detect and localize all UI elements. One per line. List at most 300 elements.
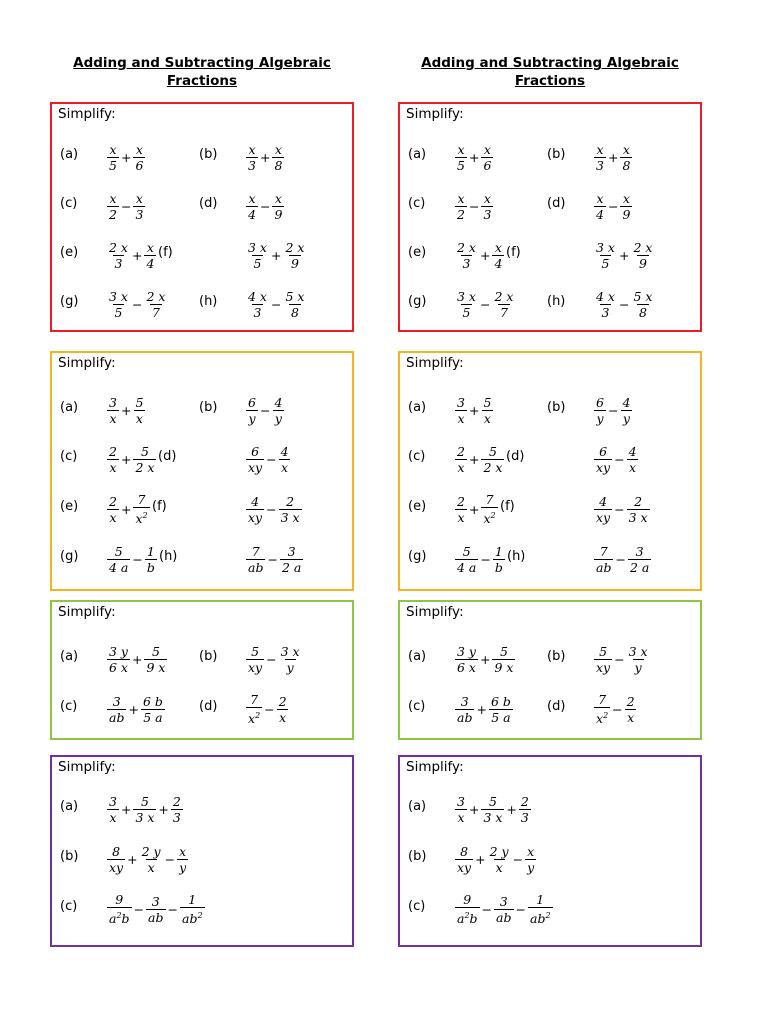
operator: − [266,451,277,467]
math-expression [454,642,516,676]
operator: − [132,551,143,567]
fraction-denominator: 2 a [629,559,650,575]
question-label: (d) [506,449,525,464]
fraction-denominator: 5 [114,304,123,320]
fraction [620,395,632,426]
fraction-numerator: 1 [146,543,155,559]
operator: + [480,651,491,667]
question-label: (f) [506,245,521,260]
fraction-denominator: xy [596,659,611,675]
fraction-numerator: 5 [462,543,471,559]
fraction-denominator: 3 [248,157,256,173]
fraction [180,892,205,926]
fraction [481,444,504,475]
question-label: (b) [60,849,79,864]
fraction-denominator: ab [496,909,512,925]
fraction-numerator: 2 x [633,239,653,255]
fraction-numerator: 5 [500,643,508,659]
fraction-numerator: x [109,141,117,157]
simplify-heading: Simplify: [58,604,116,620]
fraction-denominator: 3 [135,206,144,222]
fraction [455,844,473,875]
math-expression [106,189,146,223]
fraction [283,240,306,271]
fraction-denominator: $x^2$ [246,707,262,726]
fraction-numerator: x [527,843,535,859]
math-expression [245,393,285,427]
fraction [594,494,612,525]
fraction-numerator: 4 [628,443,637,459]
operator: − [607,198,619,214]
fraction [455,694,474,725]
fraction-numerator: x [622,141,630,157]
fraction-numerator: 5 [114,543,123,559]
question-label: (f) [500,499,515,514]
fraction-denominator: 3 [462,255,471,271]
fraction-numerator: 3 y [457,643,476,659]
fraction-numerator: x [248,141,256,157]
fraction [594,544,613,575]
question-label: (b) [199,147,218,162]
fraction-denominator: 3 [483,206,492,222]
fraction-denominator: xy [596,459,611,475]
fraction-denominator: 3 x [483,809,503,825]
fraction-denominator: y [634,659,642,675]
fraction-denominator: 6 [135,157,144,173]
fraction [107,794,119,825]
math-expression [454,238,505,272]
math-expression [106,287,168,321]
fraction-numerator: 5 [251,643,260,659]
fraction-denominator: 3 x [628,509,648,525]
math-expression [454,189,494,223]
fraction [455,395,467,426]
fraction [146,894,165,925]
fraction [594,644,612,675]
fraction [246,544,265,575]
fraction-denominator: 9 [290,255,299,271]
math-expression [106,642,168,676]
fraction-denominator: 9 [638,255,647,271]
fraction-denominator: 4 a [109,559,129,575]
fraction [107,644,130,675]
fraction [455,494,467,525]
fraction-denominator: xy [248,659,263,675]
fraction-numerator: 2 [109,493,117,509]
fraction [171,794,183,825]
fraction [631,240,654,271]
fraction-numerator: 3 x [248,239,267,255]
fraction [631,289,654,320]
fraction-denominator: 4 a [457,559,477,575]
fraction-numerator: 2 [457,443,465,459]
fraction-numerator: 4 x [596,288,615,304]
operator: − [481,901,493,917]
fraction-denominator: $x^2$ [133,507,149,526]
fraction-denominator: $a^2b$ [107,907,132,926]
fraction-numerator: 3 x [280,643,300,659]
math-expression [454,892,554,926]
fraction-numerator: x [483,141,491,157]
fraction-denominator: ab [457,709,473,725]
fraction-denominator: xy [248,459,263,475]
worksheet-title: Adding and Subtracting Algebraic Fractions [421,55,679,89]
fraction-denominator: x [457,459,465,475]
fraction-numerator: 2 x [146,288,166,304]
math-expression [593,393,633,427]
fraction-denominator: 8 [622,157,631,173]
fraction-numerator: 2 y [141,843,161,859]
math-expression [245,542,304,576]
operator: + [468,801,480,817]
operator: − [618,296,630,312]
operator: + [120,402,132,418]
fraction-denominator: x [457,809,465,825]
fraction [107,289,130,320]
fraction-numerator: 2 [172,793,181,809]
exercise-box [398,102,702,332]
question-label: (d) [547,196,566,211]
fraction-denominator: x [627,709,635,725]
simplify-heading: Simplify: [58,355,116,371]
fraction-numerator: 3 [112,693,121,709]
fraction-denominator: x [109,509,117,525]
exercise-box [398,755,702,947]
fraction-denominator: $ab^2$ [180,907,205,926]
math-expression [106,393,146,427]
fraction-denominator: x [495,859,503,875]
math-expression [593,692,638,726]
question-label: (d) [547,699,566,714]
fraction-denominator: 3 [114,255,123,271]
fraction [279,494,302,525]
fraction [481,492,497,526]
fraction [492,240,504,271]
fraction-numerator: 4 [251,493,260,509]
math-expression [593,189,633,223]
fraction [481,191,493,222]
fraction [493,544,505,575]
fraction-denominator: b [146,559,155,575]
fraction-numerator: 4 [599,493,608,509]
operator: + [128,701,139,717]
fraction-denominator: 8 [274,157,283,173]
fraction-denominator: 5 [457,157,465,173]
fraction-denominator: 5 a [491,709,511,725]
fraction-numerator: 1 [536,892,545,907]
fraction-numerator: 2 [278,693,287,709]
question-label: (b) [408,849,427,864]
fraction [489,694,513,725]
operator: + [270,247,282,263]
fraction-numerator: 3 [287,543,296,559]
fraction [107,544,130,575]
question-label: (a) [60,649,79,664]
fraction-denominator: 8 [290,304,299,320]
question-label: (d) [199,699,218,714]
fraction-denominator: $ab^2$ [528,907,553,926]
fraction-denominator: 3 [253,304,262,320]
fraction-denominator: 2 [457,206,465,222]
fraction-denominator: 5 [462,304,471,320]
fraction-numerator: 9 [463,892,472,907]
math-expression [593,287,655,321]
operator: − [468,198,480,214]
exercise-box [398,600,702,740]
fraction [528,892,553,926]
math-expression [593,642,651,676]
fraction-numerator: x [596,141,604,157]
math-expression [593,492,651,526]
operator: + [476,701,487,717]
question-label: (a) [60,147,79,162]
question-label: (c) [60,699,78,714]
fraction [107,191,119,222]
fraction-denominator: 6 x [457,659,476,675]
math-expression [245,238,307,272]
question-label: (f) [158,245,173,260]
fraction-denominator: x [147,859,155,875]
question-label: (a) [408,147,427,162]
fraction [594,142,606,173]
question-label: (e) [60,499,79,514]
fraction [277,694,289,725]
math-expression [454,287,516,321]
fraction-numerator: 5 [152,643,160,659]
operator: + [468,402,480,418]
fraction-denominator: y [527,859,535,875]
fraction-denominator: 3 x [135,809,155,825]
fraction [246,644,264,675]
question-label: (c) [408,699,426,714]
fraction-denominator: 2 [109,206,117,222]
math-expression [593,442,640,476]
fraction-denominator: 9 x [494,659,514,675]
fraction-numerator: 4 x [248,288,267,304]
fraction-numerator: 3 [457,793,465,809]
operator: + [120,801,132,817]
fraction-denominator: 5 [253,255,262,271]
fraction-numerator: 3 x [109,288,128,304]
fraction [455,794,467,825]
math-expression [106,238,157,272]
fraction-numerator: 6 b [490,693,511,709]
fraction [246,191,258,222]
operator: − [615,551,626,567]
fraction-denominator: 4 [248,206,256,222]
operator: − [480,551,491,567]
fraction-denominator: 7 [151,304,160,320]
question-label: (f) [152,499,167,514]
math-expression [454,393,494,427]
worksheet-title: Adding and Subtracting Algebraic Fractions [73,55,331,89]
fraction [280,544,303,575]
fraction-numerator: 5 x [633,288,653,304]
operator: − [607,402,619,418]
question-label: (c) [408,196,426,211]
fraction-denominator: 2 x [135,459,155,475]
operator: + [120,149,132,165]
math-expression [106,492,151,526]
fraction-denominator: xy [248,509,263,525]
question-label: (c) [60,449,78,464]
fraction [144,644,167,675]
fraction-denominator: 3 [596,157,604,173]
fraction [133,142,145,173]
fraction-denominator: ab [148,909,164,925]
fraction-numerator: x [622,190,630,206]
math-expression [454,692,514,726]
fraction-numerator: 2 x [494,288,514,304]
math-expression [593,140,633,174]
fraction-denominator: 3 x [280,509,300,525]
fraction-numerator: 2 [626,693,635,709]
math-expression [106,442,157,476]
fraction-denominator: 4 [146,255,155,271]
fraction-numerator: 1 [494,543,503,559]
fraction [455,191,467,222]
question-label: (b) [547,400,566,415]
question-label: (c) [408,449,426,464]
fraction-numerator: 6 [251,443,260,459]
fraction-numerator: 1 [188,892,197,907]
fraction-denominator: x [457,509,465,525]
fraction-denominator: x [135,410,143,426]
math-expression [245,692,290,726]
operator: − [264,701,275,717]
simplify-heading: Simplify: [58,106,116,122]
fraction-numerator: 6 [248,394,256,410]
fraction [283,289,306,320]
fraction [144,240,156,271]
fraction-denominator: 3 [172,809,181,825]
fraction-numerator: x [179,843,187,859]
math-expression [245,287,307,321]
question-label: (g) [408,549,427,564]
operator: − [614,451,625,467]
fraction [279,444,291,475]
fraction [141,694,165,725]
fraction-denominator: ab [109,709,125,725]
fraction-denominator: 6 [483,157,492,173]
fraction-denominator: x [109,809,117,825]
fraction-numerator: 3 x [628,643,648,659]
fraction-numerator: 9 [115,892,124,907]
fraction-numerator: 7 [250,692,259,707]
fraction-numerator: 4 [274,394,283,410]
math-expression [106,542,158,576]
fraction-numerator: x [135,141,143,157]
math-expression [245,642,303,676]
fraction-numerator: 5 [488,443,497,459]
exercise-box [50,755,354,947]
fraction [594,444,612,475]
fraction-denominator: 3 [520,809,529,825]
operator: − [614,651,625,667]
fraction [492,289,515,320]
operator: + [506,801,517,817]
fraction-denominator: y [274,410,282,426]
fraction-numerator: 7 [485,492,494,507]
question-label: (e) [60,245,79,260]
fraction-numerator: 2 [520,793,529,809]
fraction-numerator: 5 [599,643,608,659]
fraction-numerator: x [135,190,143,206]
fraction [628,544,651,575]
fraction [625,694,637,725]
operator: − [120,198,132,214]
question-label: (h) [199,294,218,309]
math-expression [106,140,146,174]
fraction-denominator: 6 x [109,659,128,675]
fraction-numerator: x [146,239,154,255]
fraction-numerator: 5 [483,394,492,410]
fraction-denominator: y [286,659,294,675]
fraction-denominator: x [109,459,117,475]
operator: + [607,149,619,165]
fraction-numerator: 2 x [109,239,128,255]
fraction-denominator: 2 a [281,559,302,575]
fraction-numerator: 5 x [285,288,305,304]
operator: − [266,501,277,517]
fraction [455,289,478,320]
fraction-numerator: 3 y [109,643,128,659]
fraction [133,395,145,426]
fraction-denominator: ab [248,559,264,575]
exercise-box [398,351,702,591]
operator: − [133,901,145,917]
fraction-denominator: y [179,859,187,875]
operator: + [475,851,486,867]
fraction-numerator: 7 [599,543,608,559]
fraction-denominator: x [457,410,465,426]
fraction-numerator: x [274,190,282,206]
operator: − [612,701,623,717]
question-label: (h) [547,294,566,309]
operator: + [259,149,271,165]
question-label: (b) [199,649,218,664]
math-expression [593,542,652,576]
question-label: (d) [199,196,218,211]
operator: − [614,501,625,517]
fraction-denominator: 9 [622,206,631,222]
fraction-denominator: b [494,559,503,575]
fraction [107,142,119,173]
fraction [133,444,156,475]
fraction-denominator: xy [109,859,124,875]
question-label: (h) [159,549,178,564]
fraction [594,395,606,426]
math-expression [106,842,189,876]
question-label: (c) [408,899,426,914]
question-label: (b) [547,649,566,664]
simplify-heading: Simplify: [58,759,116,775]
fraction [133,794,156,825]
fraction-numerator: x [494,239,502,255]
operator: − [267,551,278,567]
operator: + [468,451,480,467]
question-label: (h) [507,549,526,564]
math-expression [245,140,285,174]
operator: + [479,247,491,263]
math-expression [454,140,494,174]
operator: − [167,901,178,917]
fraction [481,395,493,426]
question-label: (b) [199,400,218,415]
fraction-numerator: 2 [457,493,465,509]
fraction [107,444,119,475]
question-label: (d) [158,449,177,464]
